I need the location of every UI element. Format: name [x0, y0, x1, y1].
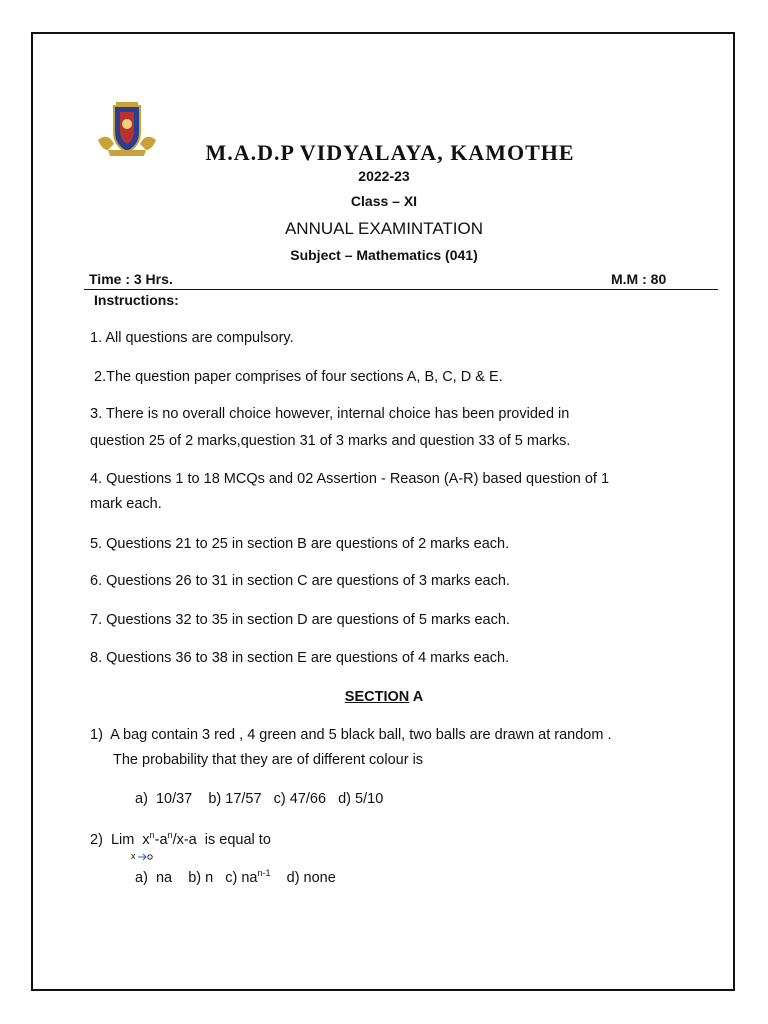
- arrow-to-infinity-icon: [138, 853, 154, 861]
- section-word: SECTION: [344, 689, 410, 705]
- academic-year: 2022-23: [358, 168, 410, 184]
- instruction-item: 7. Questions 32 to 35 in section D are questions of 5 marks each.: [90, 612, 510, 628]
- instruction-item: 2.The question paper comprises of four sections A, B, C, D & E.: [90, 369, 503, 385]
- max-marks-label: M.M : 80: [611, 271, 667, 287]
- instruction-item: 1. All questions are compulsory.: [90, 330, 294, 346]
- q2-opt-a: a) na b) n c) na: [135, 869, 258, 886]
- subject-label: Subject – Mathematics (041): [290, 247, 478, 263]
- class-label: Class – XI: [350, 193, 418, 209]
- q2-suffix: /x-a is equal to: [172, 831, 271, 848]
- instruction-item: 3. There is no overall choice however, internal choice has been provided in: [90, 406, 570, 422]
- school-name: M.A.D.P VIDYALAYA, KAMOTHE: [205, 140, 575, 165]
- section-heading: [0, 689, 768, 705]
- q2-sup-1: n: [149, 830, 155, 840]
- question-1-line-1: 1) A bag contain 3 red , 4 green and 5 black ball, two balls are drawn at random .: [90, 727, 612, 743]
- exam-title: ANNUAL EXAMINTATION: [284, 219, 484, 238]
- question-1-options: a) 10/37 b) 17/57 c) 47/66 d) 5/10: [135, 791, 384, 807]
- q2-prefix: 2) Lim x: [90, 831, 150, 848]
- question-2-options: [135, 868, 336, 886]
- time-label: Time : 3 Hrs.: [89, 271, 173, 287]
- instruction-item: mark each.: [90, 496, 162, 512]
- q2-opt-d: d) none: [270, 869, 336, 886]
- section-letter: A: [409, 689, 424, 705]
- instruction-item: 6. Questions 26 to 31 in section C are questions of 3 marks each.: [90, 573, 510, 589]
- instruction-item: question 25 of 2 marks,question 31 of 3 marks and question 33 of 5 marks.: [90, 433, 571, 449]
- instruction-item: 4. Questions 1 to 18 MCQs and 02 Assertion - Reason (A-R) based question of 1: [90, 471, 610, 487]
- header-divider: [84, 289, 718, 290]
- q2-opt-sup: n-1: [257, 868, 271, 878]
- q2-sup-2: n: [167, 830, 173, 840]
- instruction-item: 5. Questions 21 to 25 in section B are questions of 2 marks each.: [90, 536, 510, 552]
- question-1-line-2: The probability that they are of different colour is: [113, 752, 424, 768]
- limit-subscript: [131, 851, 154, 861]
- instruction-item: 8. Questions 36 to 38 in section E are questions of 4 marks each.: [90, 650, 510, 666]
- limit-var: x: [131, 851, 136, 861]
- instructions-title: Instructions:: [94, 292, 179, 308]
- q2-mid: -a: [154, 831, 168, 848]
- question-2-stem: [90, 830, 271, 848]
